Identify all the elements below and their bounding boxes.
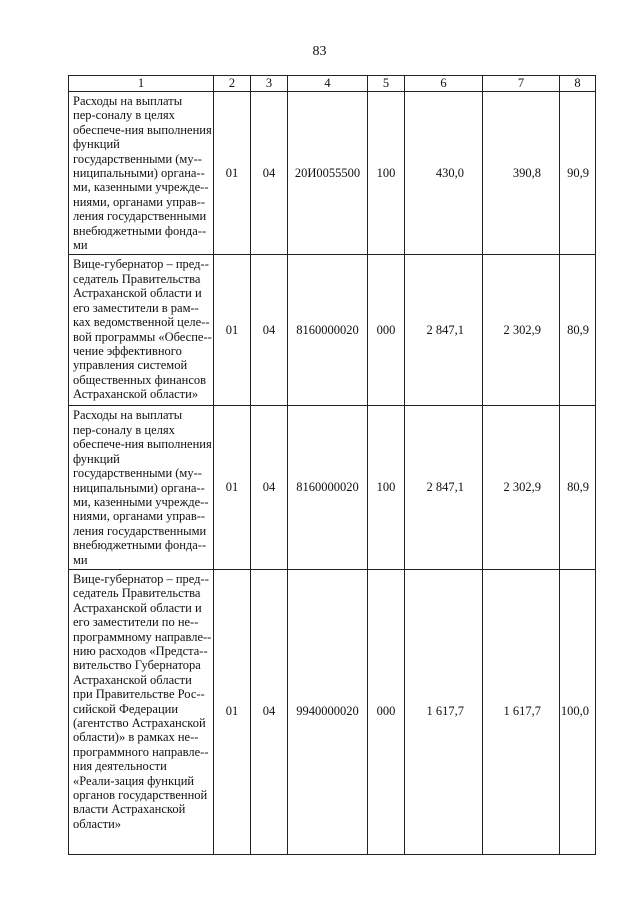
table-row xyxy=(69,255,596,406)
section-code: 01 xyxy=(214,406,251,569)
table-row xyxy=(69,569,596,854)
target-article-code: 8160000020 xyxy=(288,406,368,569)
planned-amount: 2 847,1 xyxy=(405,255,483,406)
execution-percent: 80,9 xyxy=(560,406,596,569)
header-cell-6: 6 xyxy=(405,76,483,92)
section-code: 01 xyxy=(214,255,251,406)
header-row xyxy=(69,76,596,92)
header-cell-5: 5 xyxy=(368,76,405,92)
subsection-code: 04 xyxy=(251,569,288,854)
executed-amount: 1 617,7 xyxy=(483,569,560,854)
executed-amount: 2 302,9 xyxy=(483,406,560,569)
budget-table xyxy=(68,75,596,855)
header-cell-7: 7 xyxy=(483,76,560,92)
table-row xyxy=(69,92,596,255)
table-row xyxy=(69,406,596,569)
header-cell-8: 8 xyxy=(560,76,596,92)
target-article-code: 20И0055500 xyxy=(288,92,368,255)
section-code: 01 xyxy=(214,569,251,854)
planned-amount: 430,0 xyxy=(405,92,483,255)
page-number: 83 xyxy=(312,44,327,59)
subsection-code: 04 xyxy=(251,255,288,406)
header-cell-3: 3 xyxy=(251,76,288,92)
expense-description: Вице-губернатор – пред-седатель Правительства Астраханской области и его заместители в рам-ках ведомственной целе-вой программы «Обеспе-чение эффективного управления системой общественных финансов Астраханской области» xyxy=(69,255,214,406)
subsection-code: 04 xyxy=(251,92,288,255)
expense-type-code: 000 xyxy=(368,569,405,854)
planned-amount: 1 617,7 xyxy=(405,569,483,854)
header-cell-1: 1 xyxy=(69,76,214,92)
execution-percent: 90,9 xyxy=(560,92,596,255)
execution-percent: 100,0 xyxy=(560,569,596,854)
target-article-code: 8160000020 xyxy=(288,255,368,406)
target-article-code: 9940000020 xyxy=(288,569,368,854)
executed-amount: 2 302,9 xyxy=(483,255,560,406)
planned-amount: 2 847,1 xyxy=(405,406,483,569)
expense-type-code: 100 xyxy=(368,406,405,569)
expense-type-code: 100 xyxy=(368,92,405,255)
section-code: 01 xyxy=(214,92,251,255)
expense-description: Вице-губернатор – пред-седатель Правительства Астраханской области и его заместители по не-программному направле-нию расходов «Предста-вительство Губернатора Астраханской области при Правительстве Рос-сийской Федерации (агентство Астраханской области)» в рамках не-программного направле-ния деятельности «Реали-зация функций органов государственной власти Астраханской области» xyxy=(69,569,214,854)
execution-percent: 80,9 xyxy=(560,255,596,406)
header-cell-2: 2 xyxy=(214,76,251,92)
expense-description: Расходы на выплаты пер-соналу в целях обеспече-ния выполнения функций государственными (му-ниципальными) органа-ми, казенными учрежде-ниями, органами управ-ления государственными внебюджетными фонда-ми xyxy=(69,406,214,569)
expense-description: Расходы на выплаты пер-соналу в целях обеспече-ния выполнения функций государственными (му-ниципальными) органа-ми, казенными учрежде-ниями, органами управ-ления государственными внебюджетными фонда-ми xyxy=(69,92,214,255)
executed-amount: 390,8 xyxy=(483,92,560,255)
header-cell-4: 4 xyxy=(288,76,368,92)
subsection-code: 04 xyxy=(251,406,288,569)
expense-type-code: 000 xyxy=(368,255,405,406)
